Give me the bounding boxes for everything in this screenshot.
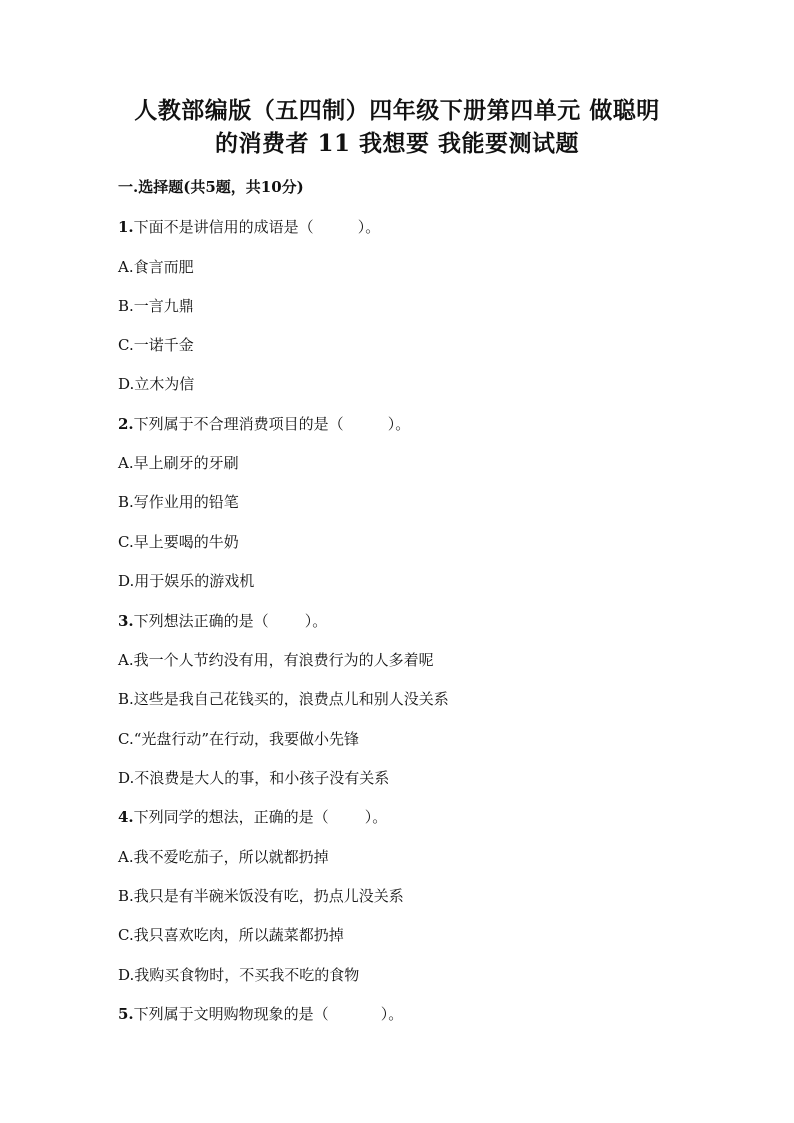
question-tail: ）。 — [357, 218, 381, 236]
option-1a: A.食言而肥 — [118, 258, 194, 276]
section-heading: 一.选择题(共5题，共10分) — [118, 178, 304, 196]
document-title-line-1: 人教部编版（五四制）四年级下册第四单元 做聪明 — [134, 97, 660, 124]
document-title-line-2: 的消费者 11 我想要 我能要测试题 — [214, 130, 580, 157]
option-3d: D.不浪费是大人的事，和小孩子没有关系 — [118, 769, 390, 787]
option-2b: B.写作业用的铅笔 — [118, 493, 239, 511]
option-2d: D.用于娱乐的游戏机 — [118, 572, 255, 590]
question-4 — [118, 806, 387, 828]
option-3b: B.这些是我自己花钱买的，浪费点儿和别人没关系 — [118, 690, 449, 708]
option-4a: A.我不爱吃茄子，所以就都扔掉 — [118, 848, 329, 866]
option-1b: B.一言九鼎 — [118, 297, 194, 315]
option-4c: C.我只喜欢吃肉，所以蔬菜都扔掉 — [118, 926, 344, 944]
question-number: 4. — [118, 808, 134, 826]
option-4d: D.我购买食物时，不买我不吃的食物 — [118, 966, 360, 984]
question-stem: 下列同学的想法，正确的是（ — [133, 808, 329, 826]
question-stem: 下列想法正确的是（ — [133, 612, 269, 630]
option-1c: C.一诺千金 — [118, 336, 194, 354]
question-number: 2. — [118, 415, 134, 433]
option-2c: C.早上要喝的牛奶 — [118, 533, 239, 551]
option-3a: A.我一个人节约没有用，有浪费行为的人多着呢 — [118, 651, 434, 669]
question-2 — [118, 413, 410, 435]
question-number: 3. — [118, 612, 134, 630]
question-tail: ）。 — [387, 415, 411, 433]
question-tail: ）。 — [380, 1005, 404, 1023]
question-number: 5. — [118, 1005, 134, 1023]
question-5 — [118, 1003, 403, 1025]
question-stem: 下面不是讲信用的成语是（ — [133, 218, 314, 236]
option-1d: D.立木为信 — [118, 375, 195, 393]
question-stem: 下列属于不合理消费项目的是（ — [133, 415, 344, 433]
question-number: 1. — [118, 218, 134, 236]
question-3 — [118, 610, 327, 632]
question-1 — [118, 216, 380, 238]
question-stem: 下列属于文明购物现象的是（ — [133, 1005, 329, 1023]
option-3c: C.“光盘行动”在行动，我要做小先锋 — [118, 730, 360, 748]
option-4b: B.我只是有半碗米饭没有吃，扔点儿没关系 — [118, 887, 404, 905]
question-tail: ）。 — [364, 808, 388, 826]
option-2a: A.早上刷牙的牙刷 — [118, 454, 239, 472]
question-tail: ）。 — [304, 612, 328, 630]
